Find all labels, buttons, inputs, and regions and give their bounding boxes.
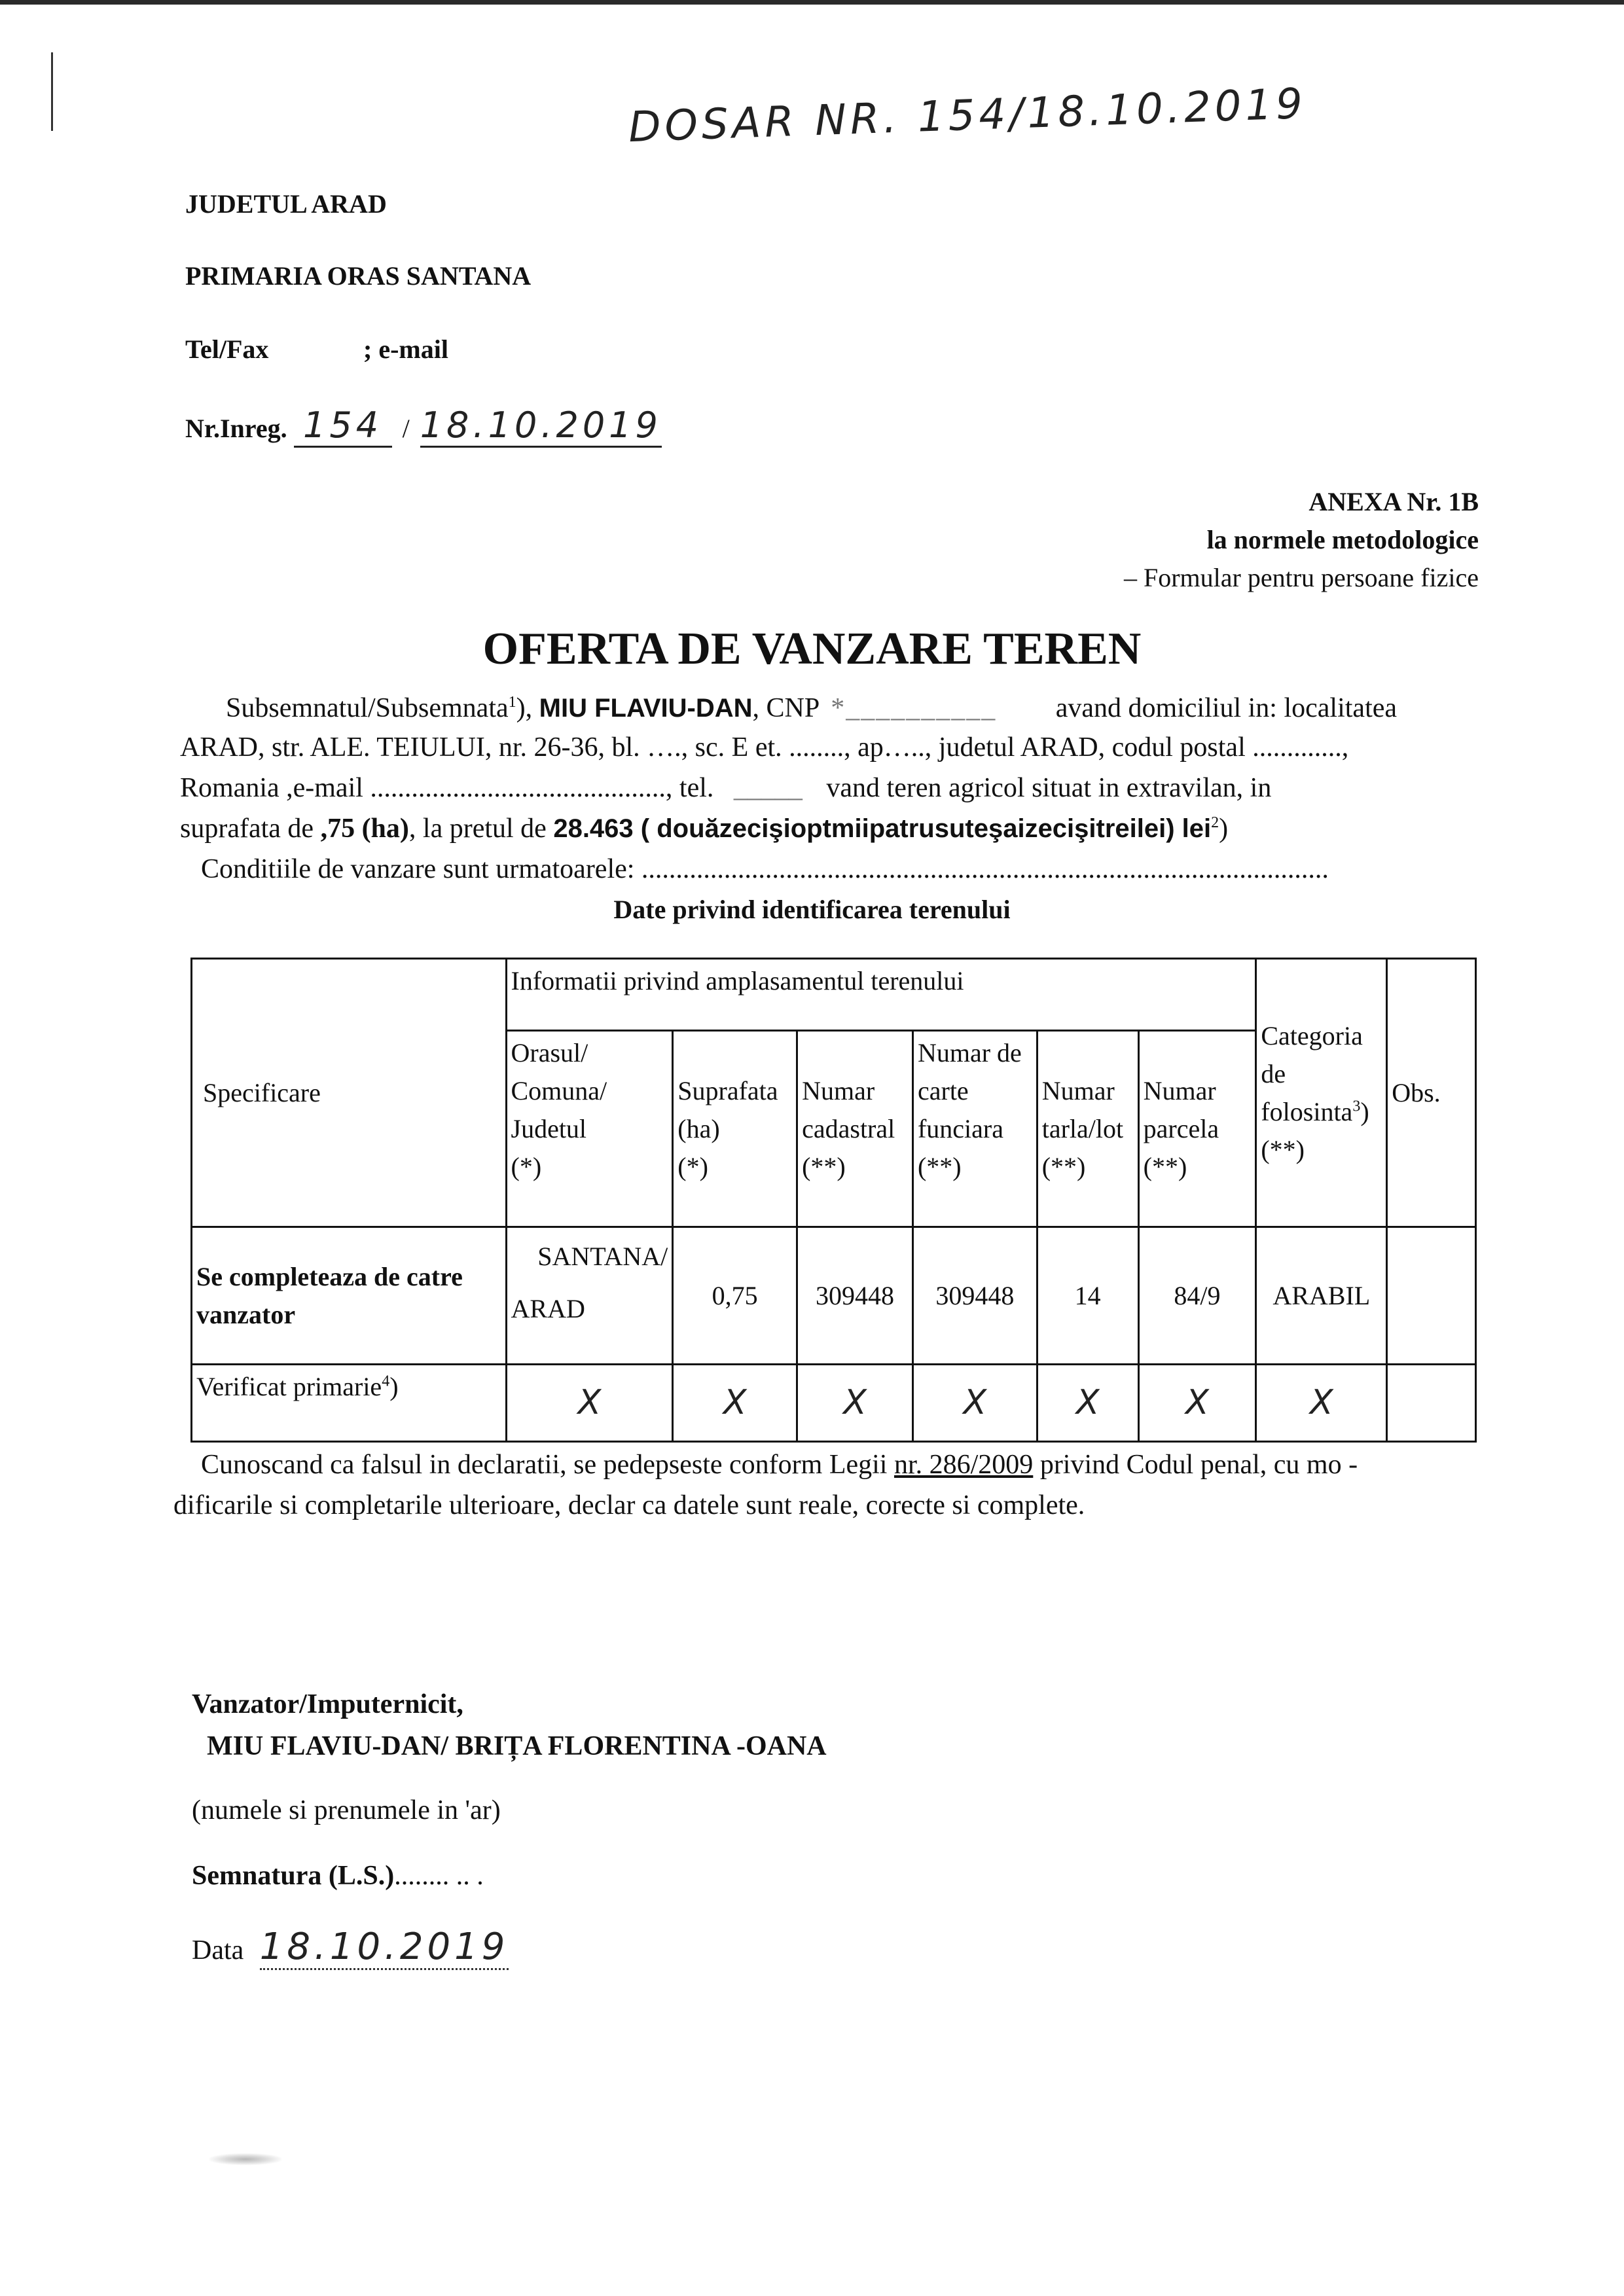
col-header-carte-funciara bbox=[912, 1031, 1037, 1227]
body-line-4 bbox=[180, 813, 1228, 844]
date-line bbox=[192, 1926, 509, 1968]
col-note: (*) bbox=[677, 1151, 708, 1181]
row-label-vanzator: Se completeaza de catre vanzator bbox=[192, 1227, 507, 1365]
page-title: OFERTA DE VANZARE TEREN bbox=[482, 624, 1142, 674]
handwritten-dossier-number: DOSAR NR. 154/18.10.2019 bbox=[628, 79, 1308, 152]
categoria-label: Categoria de folosinta bbox=[1261, 1020, 1363, 1126]
header-obs: Obs. bbox=[1387, 959, 1476, 1227]
verificat-tail: ) bbox=[389, 1372, 399, 1401]
body-conditii: Conditiile de vanzare sunt urmatoarele: .................................................................................................... bbox=[201, 854, 1329, 884]
col-note: (**) bbox=[917, 1152, 962, 1181]
date-handwritten: 18.10.2019 bbox=[260, 1926, 509, 1970]
body-domiciliu: avand domiciliul in: localitatea bbox=[1055, 693, 1398, 723]
registration-separator: / bbox=[402, 414, 410, 443]
col-note: (**) bbox=[1143, 1151, 1187, 1181]
footnote-3: 3 bbox=[1352, 1098, 1361, 1115]
x-mark-cadastral: X bbox=[797, 1365, 913, 1442]
x-mark-localitate: X bbox=[506, 1365, 673, 1442]
declaration-text-b: privind Codul penal, cu mo - bbox=[1033, 1450, 1358, 1480]
categoria-tail: ) bbox=[1360, 1096, 1369, 1126]
col-header-suprafata bbox=[673, 1031, 797, 1227]
signature-dots: ........ .. . bbox=[394, 1861, 484, 1891]
cell-parcela: 84/9 bbox=[1138, 1227, 1256, 1365]
declaration-line-2: dificarile si completarile ulterioare, declar ca datele sunt reale, corecte si complete. bbox=[173, 1490, 1085, 1520]
col-note: (*) bbox=[511, 1152, 542, 1181]
signature-name-note: (numele si prenumele in 'ar) bbox=[192, 1795, 501, 1825]
body-paren-close: ) bbox=[1219, 814, 1229, 844]
col-header-parcela bbox=[1138, 1031, 1256, 1227]
scan-smudge bbox=[209, 2153, 281, 2165]
footnote-4: 4 bbox=[382, 1372, 390, 1390]
col-note: (**) bbox=[1041, 1151, 1086, 1181]
x-mark-tarla: X bbox=[1037, 1365, 1138, 1442]
col-label: Orasul/ Comuna/ Judetul bbox=[511, 1038, 607, 1143]
signature-label: Semnatura (L.S.) bbox=[192, 1861, 395, 1891]
registration-label: Nr.Inreg. bbox=[185, 414, 287, 443]
header-specificare: Specificare bbox=[192, 959, 507, 1227]
tel-redacted: _____ bbox=[733, 773, 803, 803]
cnp-redacted: *__________ bbox=[831, 693, 997, 723]
cell-categoria: ARABIL bbox=[1256, 1227, 1387, 1365]
body-cnp-label: , CNP bbox=[752, 693, 819, 723]
col-label: Suprafata (ha) bbox=[677, 1075, 778, 1143]
anexa-form-type: – Formular pentru persoane fizice bbox=[1123, 563, 1479, 592]
cell-tarla: 14 bbox=[1037, 1227, 1138, 1365]
scan-margin-mark bbox=[51, 52, 53, 131]
registration-date-handwritten: 18.10.2019 bbox=[420, 404, 662, 448]
localitate-line-1: SANTANA/ bbox=[537, 1242, 668, 1271]
body-subsemnatul: Subsemnatul/Subsemnata bbox=[226, 693, 509, 723]
header-categoria bbox=[1256, 959, 1387, 1227]
body-paren: ), bbox=[516, 693, 539, 723]
cell-obs bbox=[1387, 1227, 1476, 1365]
categoria-note: (**) bbox=[1261, 1134, 1305, 1164]
anexa-block bbox=[1124, 483, 1479, 597]
col-label: Numar cadastral bbox=[802, 1075, 895, 1143]
scan-top-edge bbox=[0, 0, 1624, 5]
x-mark-categoria: X bbox=[1256, 1365, 1387, 1442]
body-pret-label: , la pretul de bbox=[408, 814, 554, 844]
col-note: (**) bbox=[802, 1151, 846, 1181]
declaration-line-1 bbox=[201, 1449, 1358, 1480]
col-label: Numar parcela bbox=[1143, 1075, 1219, 1143]
localitate-line-2: ARAD bbox=[511, 1294, 585, 1323]
body-suprafata-label: suprafata de bbox=[180, 814, 321, 844]
x-mark-carte-funciara: X bbox=[912, 1365, 1037, 1442]
col-header-localitate bbox=[506, 1031, 673, 1227]
cell-localitate bbox=[506, 1227, 673, 1365]
x-mark-suprafata: X bbox=[673, 1365, 797, 1442]
body-suprafata-value: ,75 (ha) bbox=[320, 814, 409, 844]
header-primaria: PRIMARIA ORAS SANTANA bbox=[185, 261, 532, 291]
body-line-3 bbox=[180, 772, 1271, 804]
land-identification-table bbox=[190, 958, 1477, 1443]
col-label: Numar de carte funciara bbox=[917, 1038, 1022, 1143]
body-line-2: ARAD, str. ALE. TEIULUI, nr. 26-36, bl. …., sc. E et. ........, ap….., judetul ARAD, codul postal ............., bbox=[180, 732, 1349, 762]
cell-obs-primarie bbox=[1387, 1365, 1476, 1442]
registration-line bbox=[185, 404, 662, 448]
seller-name: MIU FLAVIU-DAN bbox=[539, 694, 753, 723]
signature-role: Vanzator/Imputernicit, bbox=[192, 1689, 463, 1719]
registration-number-handwritten: 154 bbox=[294, 404, 392, 448]
anexa-title: ANEXA Nr. 1B bbox=[1308, 487, 1479, 516]
x-mark-parcela: X bbox=[1138, 1365, 1256, 1442]
row-label-verificat-primarie bbox=[192, 1365, 507, 1442]
col-header-tarla bbox=[1037, 1031, 1138, 1227]
header-judet: JUDETUL ARAD bbox=[185, 189, 387, 219]
cell-carte-funciara: 309448 bbox=[912, 1227, 1037, 1365]
col-label: Numar tarla/lot bbox=[1041, 1075, 1124, 1143]
verificat-label: Verificat primarie bbox=[196, 1372, 382, 1401]
law-reference: nr. 286/2009 bbox=[893, 1450, 1034, 1480]
cell-cadastral: 309448 bbox=[797, 1227, 913, 1365]
cell-suprafata: 0,75 bbox=[673, 1227, 797, 1365]
footnote-1: 1 bbox=[508, 694, 516, 711]
body-email-tel: Romania ,e-mail ..........................................., tel. bbox=[180, 773, 714, 803]
table-title: Date privind identificarea terenului bbox=[613, 895, 1011, 924]
signature-names: MIU FLAVIU-DAN/ BRIȚA FLORENTINA -OANA bbox=[207, 1731, 827, 1761]
body-pret-value: 28.463 ( douăzecişioptmiipatrusuteşaizecişitreilei) lei bbox=[553, 814, 1212, 843]
anexa-subtitle: la normele metodologice bbox=[1206, 525, 1479, 554]
declaration-text-a: Cunoscand ca falsul in declaratii, se pedepseste conform Legii bbox=[201, 1450, 894, 1480]
col-header-cadastral bbox=[797, 1031, 913, 1227]
footnote-2: 2 bbox=[1211, 814, 1219, 831]
body-vand-teren: vand teren agricol situat in extravilan, in bbox=[826, 773, 1272, 803]
body-line-1 bbox=[226, 692, 1397, 724]
date-label: Data bbox=[192, 1935, 244, 1965]
header-telfax-label: Tel/Fax bbox=[185, 334, 269, 364]
header-email-label: ; e-mail bbox=[363, 334, 448, 364]
header-info-amplasament: Informatii privind amplasamentul terenului bbox=[506, 959, 1256, 1031]
signature-line bbox=[192, 1860, 484, 1892]
